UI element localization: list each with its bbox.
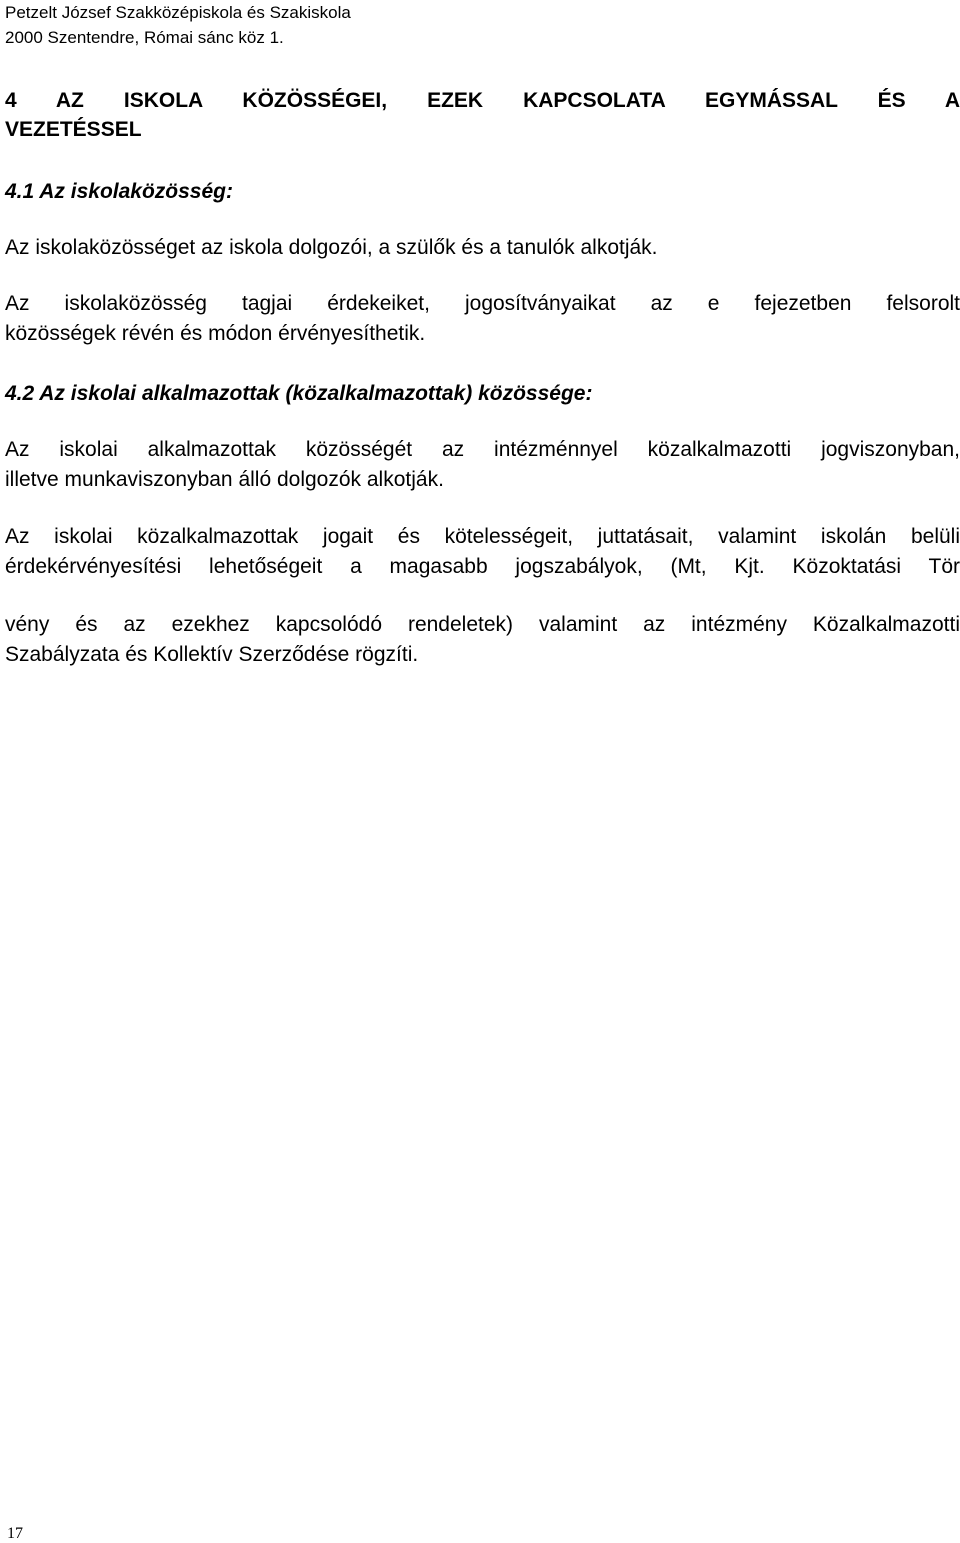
page-number: 17 [7,1525,23,1542]
paragraph-4-2-b-line-3: vény és az ezekhez kapcsolódó rendeletek) valamint az intézmény Közalkalmazotti [5,613,960,636]
subsection-heading-4-1: 4.1 Az iskolaközösség: [5,180,233,203]
paragraph-4-1-a: Az iskolaközösséget az iskola dolgozói, a szülők és a tanulók alkotják. [5,236,658,259]
subsection-heading-4-2: 4.2 Az iskolai alkalmazottak (közalkalmazottak) közössége: [5,382,593,405]
paragraph-4-1-b-line-2: közösségek révén és módon érvényesíthetik. [5,322,426,345]
paragraph-4-2-a-line-2: illetve munkaviszonyban álló dolgozók alkotják. [5,468,444,491]
paragraph-4-2-b-line-4: Szabályzata és Kollektív Szerződése rögzíti. [5,643,419,666]
paragraph-4-1-b-line-1: Az iskolaközösség tagjai érdekeiket, jogosítványaikat az e fejezetben felsorolt [5,292,960,315]
school-name: Petzelt József Szakközépiskola és Szakiskola [5,3,351,22]
paragraph-4-2-a-line-1: Az iskolai alkalmazottak közösségét az intézménnyel közalkalmazotti jogviszonyban, [5,438,960,461]
section-heading-line-2: VEZETÉSSEL [5,118,142,141]
section-heading-line-1: 4 AZ ISKOLA KÖZÖSSÉGEI, EZEK KAPCSOLATA EGYMÁSSAL ÉS A [5,89,960,112]
page-header [5,0,351,50]
school-address: 2000 Szentendre, Római sánc köz 1. [5,28,284,47]
paragraph-4-2-b-line-2: érdekérvényesítési lehetőségeit a magasabb jogszabályok, (Mt, Kjt. Közoktatási Tör [5,555,960,578]
paragraph-4-2-b-line-1: Az iskolai közalkalmazottak jogait és kötelességeit, juttatásait, valamint iskolán belüli [5,525,960,548]
